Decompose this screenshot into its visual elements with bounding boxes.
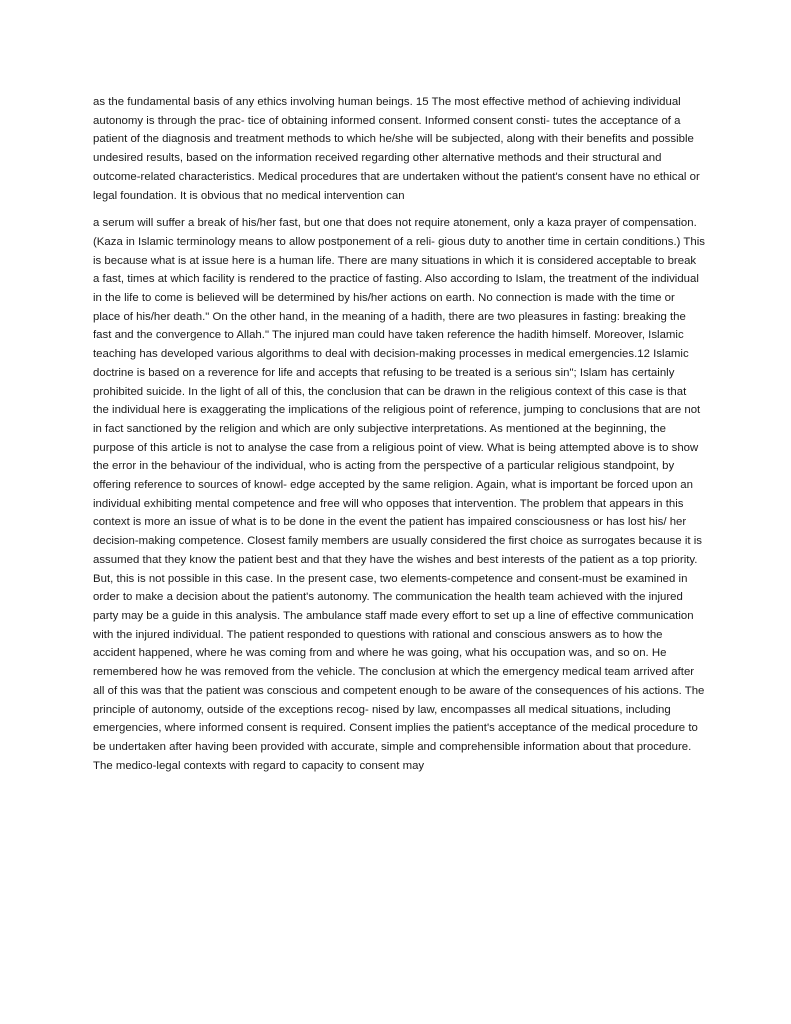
body-paragraph-2: a serum will suffer a break of his/her fast, but one that does not require atonement, only a kaza prayer of compensation. (Kaza in Islamic terminology means to allow postponement of a reli- gious duty to another time in certain conditions.) This is because what is at issue here is a human life. There are many situations in which it is considered acceptable to break a fast, times at which facility is rendered to the practice of fasting. Also according to Islam, the treatment of the individual in the life to come is believed will be determined by his/her actions on earth. No connection is made with the time or place of his/her death." On the other hand, in the meaning of a hadith, there are two pleasures in fasting: breaking the fast and the convergence to Allah." The injured man could have taken reference the hadith himself. Moreover, Islamic teaching has developed various algorithms to deal with decision-making processes in medical emergencies.12 Islamic doctrine is based on a reverence for life and accepts that refusing to be treated is a serious sin"; Islam has certainly prohibited suicide. In the light of all of this, the conclusion that can be drawn in the religious context of this case is that the individual here is exaggerating the implications of the religious point of reference, jumping to conclusions that are not in fact sanctioned by the religion and which are only subjective interpretations. As mentioned at the beginning, the purpose of this article is not to analyse the case from a religious point of view. What is being attempted above is to show the error in the behaviour of the individual, who is acting from the perspective of a particular religious standpoint, by offering reference to sources of knowl- edge accepted by the same religion. Again, what is important be forced upon an individual exhibiting mental competence and free will who opposes that intervention. The problem that appears in this context is more an issue of what is to be done in the event the patient has impaired consciousness or has lost his/ her decision-making competence. Closest family members are usually considered the first choice as surrogates because it is assumed that they know the patient best and that they have the wishes and best interests of the patient as a top priority. But, this is not possible in this case. In the present case, two elements-competence and consent-must be examined in order to make a decision about the patient's autonomy. The communication the health team achieved with the injured party may be a guide in this analysis. The ambulance staff made every effort to set up a line of effective communication with the injured individual. The patient responded to questions with rational and conscious answers as to how the accident happened, where he was coming from and where he was going, what his occupation was, and so on. He remembered how he was removed from the vehicle. The conclusion at which the emergency medical team arrived after all of this was that the patient was conscious and competent enough to be aware of the consequences of his actions. The principle of autonomy, outside of the exceptions recog- nised by law, encompasses all medical situations, including emergencies, where informed consent is required. Consent implies the patient's acceptance of the medical procedure to be undertaken after having been provided with accurate, simple and comprehensible information about that procedure. The medico-legal contexts with regard to capacity to consent may — [93, 217, 705, 772]
body-paragraph-1: as the fundamental basis of any ethics involving human beings. 15 The most effective method of achieving individual autonomy is through the prac- tice of obtaining informed consent. Informed consent consti- tutes the acceptance of a patient of the diagnosis and treatment methods to which he/she will be subjected, along with their benefits and possible undesired results, based on the information received regarding other alternative methods and their structural and outcome-related characteristics. Medical procedures that are undertaken without the patient's consent have no ethical or legal foundation. It is obvious that no medical intervention can — [93, 96, 700, 202]
document-page — [93, 93, 705, 775]
